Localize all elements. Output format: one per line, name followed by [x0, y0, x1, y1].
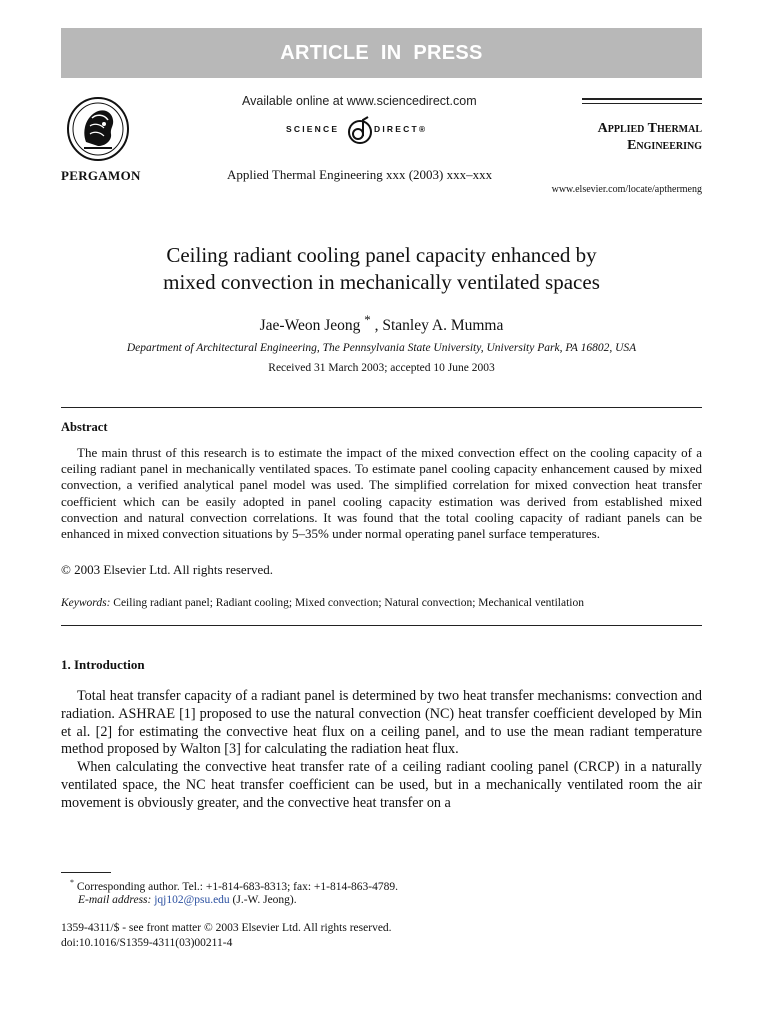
abstract-top-rule — [61, 407, 702, 408]
introduction-body — [61, 688, 702, 813]
title-line2: mixed convection in mechanically ventilated spaces — [163, 270, 600, 294]
author-first: Jae-Weon Jeong — [259, 317, 361, 335]
journal-citation: Applied Thermal Engineering xxx (2003) xxx–xxx — [227, 167, 493, 182]
footnote-contact: Corresponding author. Tel.: +1-814-683-8313; fax: +1-814-863-4789. — [76, 880, 399, 893]
banner-text: ARTICLE IN PRESS — [280, 41, 483, 64]
email-suffix: (J.-W. Jeong). — [232, 894, 297, 906]
sciencedirect-word-left: SCIENCE — [286, 124, 340, 134]
publisher-logo-icon — [66, 96, 130, 162]
abstract-text: The main thrust of this research is to estimate the impact of the mixed convection effect on the cooling capacity of a ceiling radiant panel in mechanically ventilated spaces. To estimate panel cooling capacity enhancement caused by mixed convection, a verified analytical panel model was used. The simplified correlation for mixed convection heat transfer coefficient which can be easily adopted in panel cooling capacity estimation was derived from established mixed convection and natural convection correlations. It was found that the total cooling capacity of radiant panels can be enhanced in mixed convection situations by 5–35% under normal operating panel surface temperatures. — [61, 445, 702, 542]
available-online-link[interactable]: Available online at www.sciencedirect.com — [242, 94, 477, 108]
received-dates: Received 31 March 2003; accepted 10 June 2003 — [268, 362, 495, 374]
footnote-email — [78, 894, 297, 906]
intro-paragraph-1: Total heat transfer capacity of a radiant panel is determined by two heat transfer mechanisms: convection and radiation. ASHRAE [1] proposed to use the natural convection (NC) heat transfer coefficient developed by Min et al. [2] for estimating the convective heat flux on a ceiling panel, and to use the mean radiant temperature method proposed by Walton [3] for calculating the radiation heat flux. — [61, 688, 702, 758]
footnote-mark: * — [70, 878, 74, 887]
keywords — [61, 597, 584, 609]
sciencedirect-word-right: DIRECT® — [374, 124, 428, 134]
corresponding-author-mark[interactable]: * — [364, 312, 371, 327]
author-second: , Stanley A. Mumma — [374, 317, 504, 335]
journal-name-line2: Engineering — [627, 138, 702, 153]
footnote-corresponding — [70, 878, 398, 893]
intro-paragraph-2: When calculating the convective heat transfer rate of a ceiling radiant cooling panel (CRCP) in a naturally ventilated space, the NC heat transfer coefficient can be used, but in a mechanically ventilated room the air movement is obviously greater, and the convective heat transfer on a — [61, 759, 702, 811]
article-in-press-banner — [61, 28, 702, 78]
journal-rule-thin — [582, 103, 702, 104]
author-list — [61, 312, 702, 335]
doi-line[interactable]: doi:10.1016/S1359-4311(03)00211-4 — [61, 937, 233, 949]
abstract-bottom-rule — [61, 625, 702, 626]
journal-url-link[interactable]: www.elsevier.com/locate/apthermeng — [551, 184, 702, 195]
abstract-body — [61, 445, 702, 542]
abstract-heading: Abstract — [61, 420, 108, 434]
issn-line: 1359-4311/$ - see front matter © 2003 Elsevier Ltd. All rights reserved. — [61, 922, 392, 934]
keywords-list: Ceiling radiant panel; Radiant cooling; Mixed convection; Natural convection; Mechanical ventilation — [113, 597, 585, 609]
email-link[interactable]: jqj102@psu.edu — [154, 894, 230, 906]
journal-name-line1: Applied Thermal — [597, 121, 702, 136]
title-line1: Ceiling radiant cooling panel capacity enhanced by — [166, 243, 597, 267]
sciencedirect-d-icon — [346, 114, 374, 148]
journal-rule-thick — [582, 98, 702, 100]
section-heading: 1. Introduction — [61, 657, 145, 672]
email-label: E-mail address: — [78, 894, 152, 906]
sciencedirect-logo — [286, 114, 446, 150]
publisher-name: PERGAMON — [61, 168, 141, 183]
footnote-rule — [61, 872, 111, 873]
article-title — [61, 242, 702, 296]
abstract-copyright: © 2003 Elsevier Ltd. All rights reserved. — [61, 562, 274, 577]
keywords-label: Keywords: — [61, 597, 111, 609]
journal-name — [582, 120, 702, 154]
affiliation: Department of Architectural Engineering, The Pennsylvania State University, University Park, PA 16802, USA — [126, 342, 637, 354]
